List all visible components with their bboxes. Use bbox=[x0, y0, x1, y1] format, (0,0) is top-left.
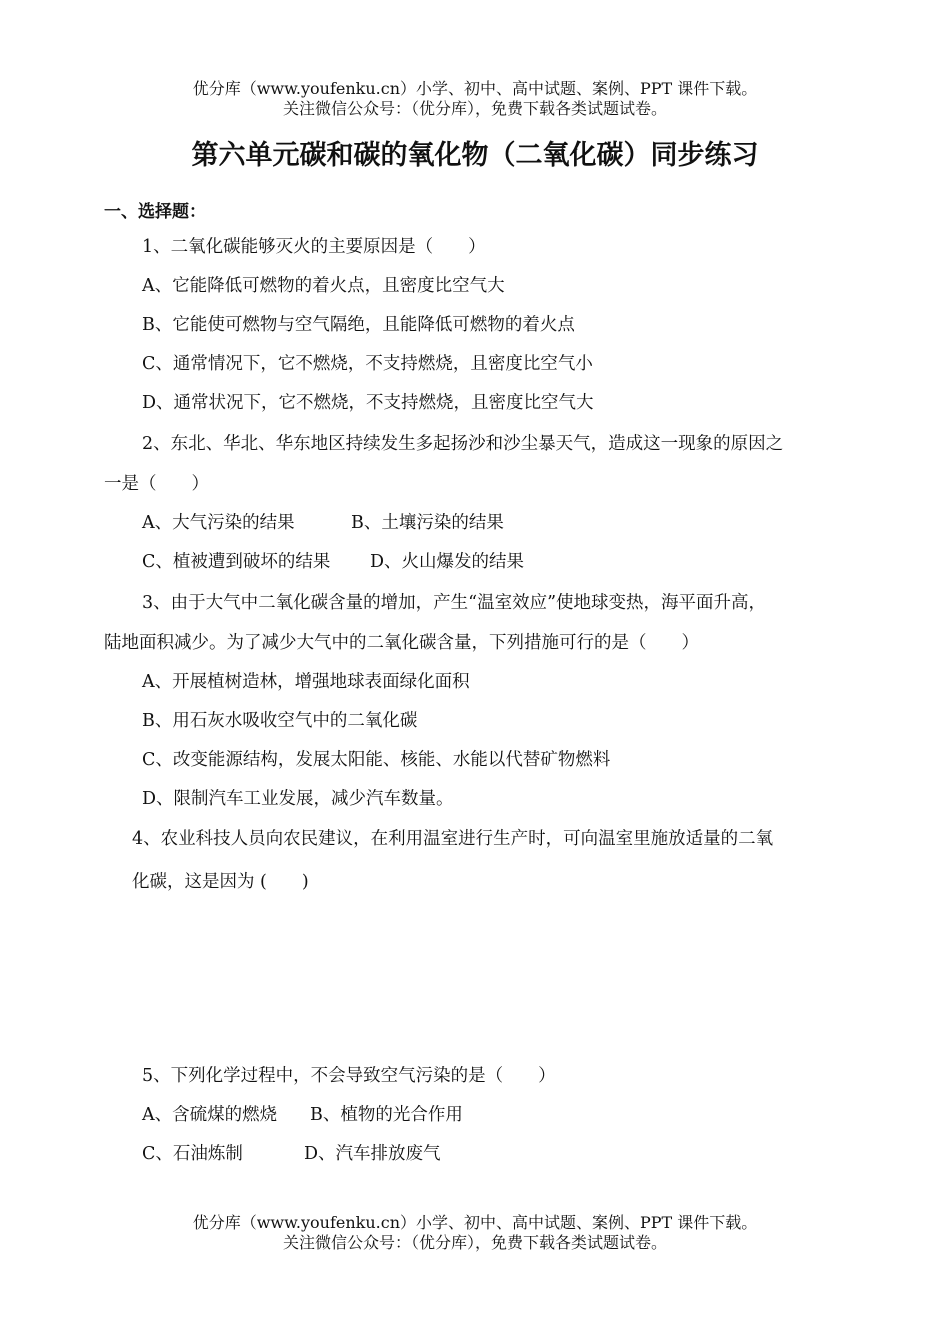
question-3-option-a: A、开展植树造林，增强地球表面绿化面积 bbox=[142, 672, 470, 692]
header-line-1: 优分库（www.youfenku.cn）小学、初中、高中试题、案例、PPT 课件下载。 bbox=[192, 79, 758, 98]
question-1-option-d: D、通常状况下，它不燃烧，不支持燃烧，且密度比空气大 bbox=[142, 393, 594, 413]
question-5-option-c: C、石油炼制 bbox=[142, 1144, 243, 1164]
question-1-stem: 1、二氧化碳能够灭火的主要原因是（ ） bbox=[142, 237, 486, 257]
question-5-option-d: D、汽车排放废气 bbox=[304, 1144, 441, 1164]
question-4-stem-line-1: 4、农业科技人员向农民建议，在利用温室进行生产时，可向温室里施放适量的二氧 bbox=[132, 829, 774, 849]
page-title: 第六单元碳和碳的氧化物（二氧化碳）同步练习 bbox=[191, 140, 759, 171]
question-2-option-a: A、大气污染的结果 bbox=[142, 513, 295, 533]
question-1-option-a: A、它能降低可燃物的着火点，且密度比空气大 bbox=[142, 276, 505, 296]
question-5-options-row-1 bbox=[142, 1103, 463, 1127]
question-2-option-b: B、土壤污染的结果 bbox=[351, 513, 504, 533]
question-2-stem-line-1: 2、东北、华北、华东地区持续发生多起扬沙和沙尘暴天气，造成这一现象的原因之 bbox=[142, 434, 784, 454]
question-1-option-b: B、它能使可燃物与空气隔绝，且能降低可燃物的着火点 bbox=[142, 315, 575, 335]
header-line-2: 关注微信公众号：（优分库），免费下载各类试题试卷。 bbox=[282, 99, 667, 118]
question-2-options-row-2 bbox=[142, 550, 524, 574]
question-2-options-row-1 bbox=[142, 511, 504, 535]
question-3-stem-line-1: 3、由于大气中二氧化碳含量的增加，产生“温室效应”使地球变热，海平面升高， bbox=[142, 593, 767, 613]
question-3-option-d: D、限制汽车工业发展，减少汽车数量。 bbox=[142, 789, 454, 809]
question-5-option-a: A、含硫煤的燃烧 bbox=[142, 1105, 278, 1125]
footer-line-1: 优分库（www.youfenku.cn）小学、初中、高中试题、案例、PPT 课件下载。 bbox=[192, 1213, 758, 1232]
question-5-option-b: B、植物的光合作用 bbox=[310, 1105, 463, 1125]
question-5-options-row-2 bbox=[142, 1142, 441, 1166]
question-2-option-d: D、火山爆发的结果 bbox=[370, 552, 525, 572]
question-3-option-b: B、用石灰水吸收空气中的二氧化碳 bbox=[142, 711, 418, 731]
question-2-stem-line-2: 一是（ ） bbox=[104, 474, 209, 494]
question-3-stem-line-2: 陆地面积减少。为了减少大气中的二氧化碳含量，下列措施可行的是（ ） bbox=[104, 633, 699, 653]
section-heading: 一、选择题： bbox=[104, 202, 206, 222]
question-3-option-c: C、改变能源结构，发展太阳能、核能、水能以代替矿物燃料 bbox=[142, 750, 611, 770]
question-4-stem-line-2: 化碳，这是因为 ( ) bbox=[132, 872, 309, 892]
question-2-option-c: C、植被遭到破坏的结果 bbox=[142, 552, 331, 572]
question-1-option-c: C、通常情况下，它不燃烧，不支持燃烧，且密度比空气小 bbox=[142, 354, 593, 374]
footer-line-2: 关注微信公众号：（优分库），免费下载各类试题试卷。 bbox=[282, 1233, 667, 1252]
question-5-stem: 5、下列化学过程中，不会导致空气污染的是（ ） bbox=[142, 1066, 556, 1086]
